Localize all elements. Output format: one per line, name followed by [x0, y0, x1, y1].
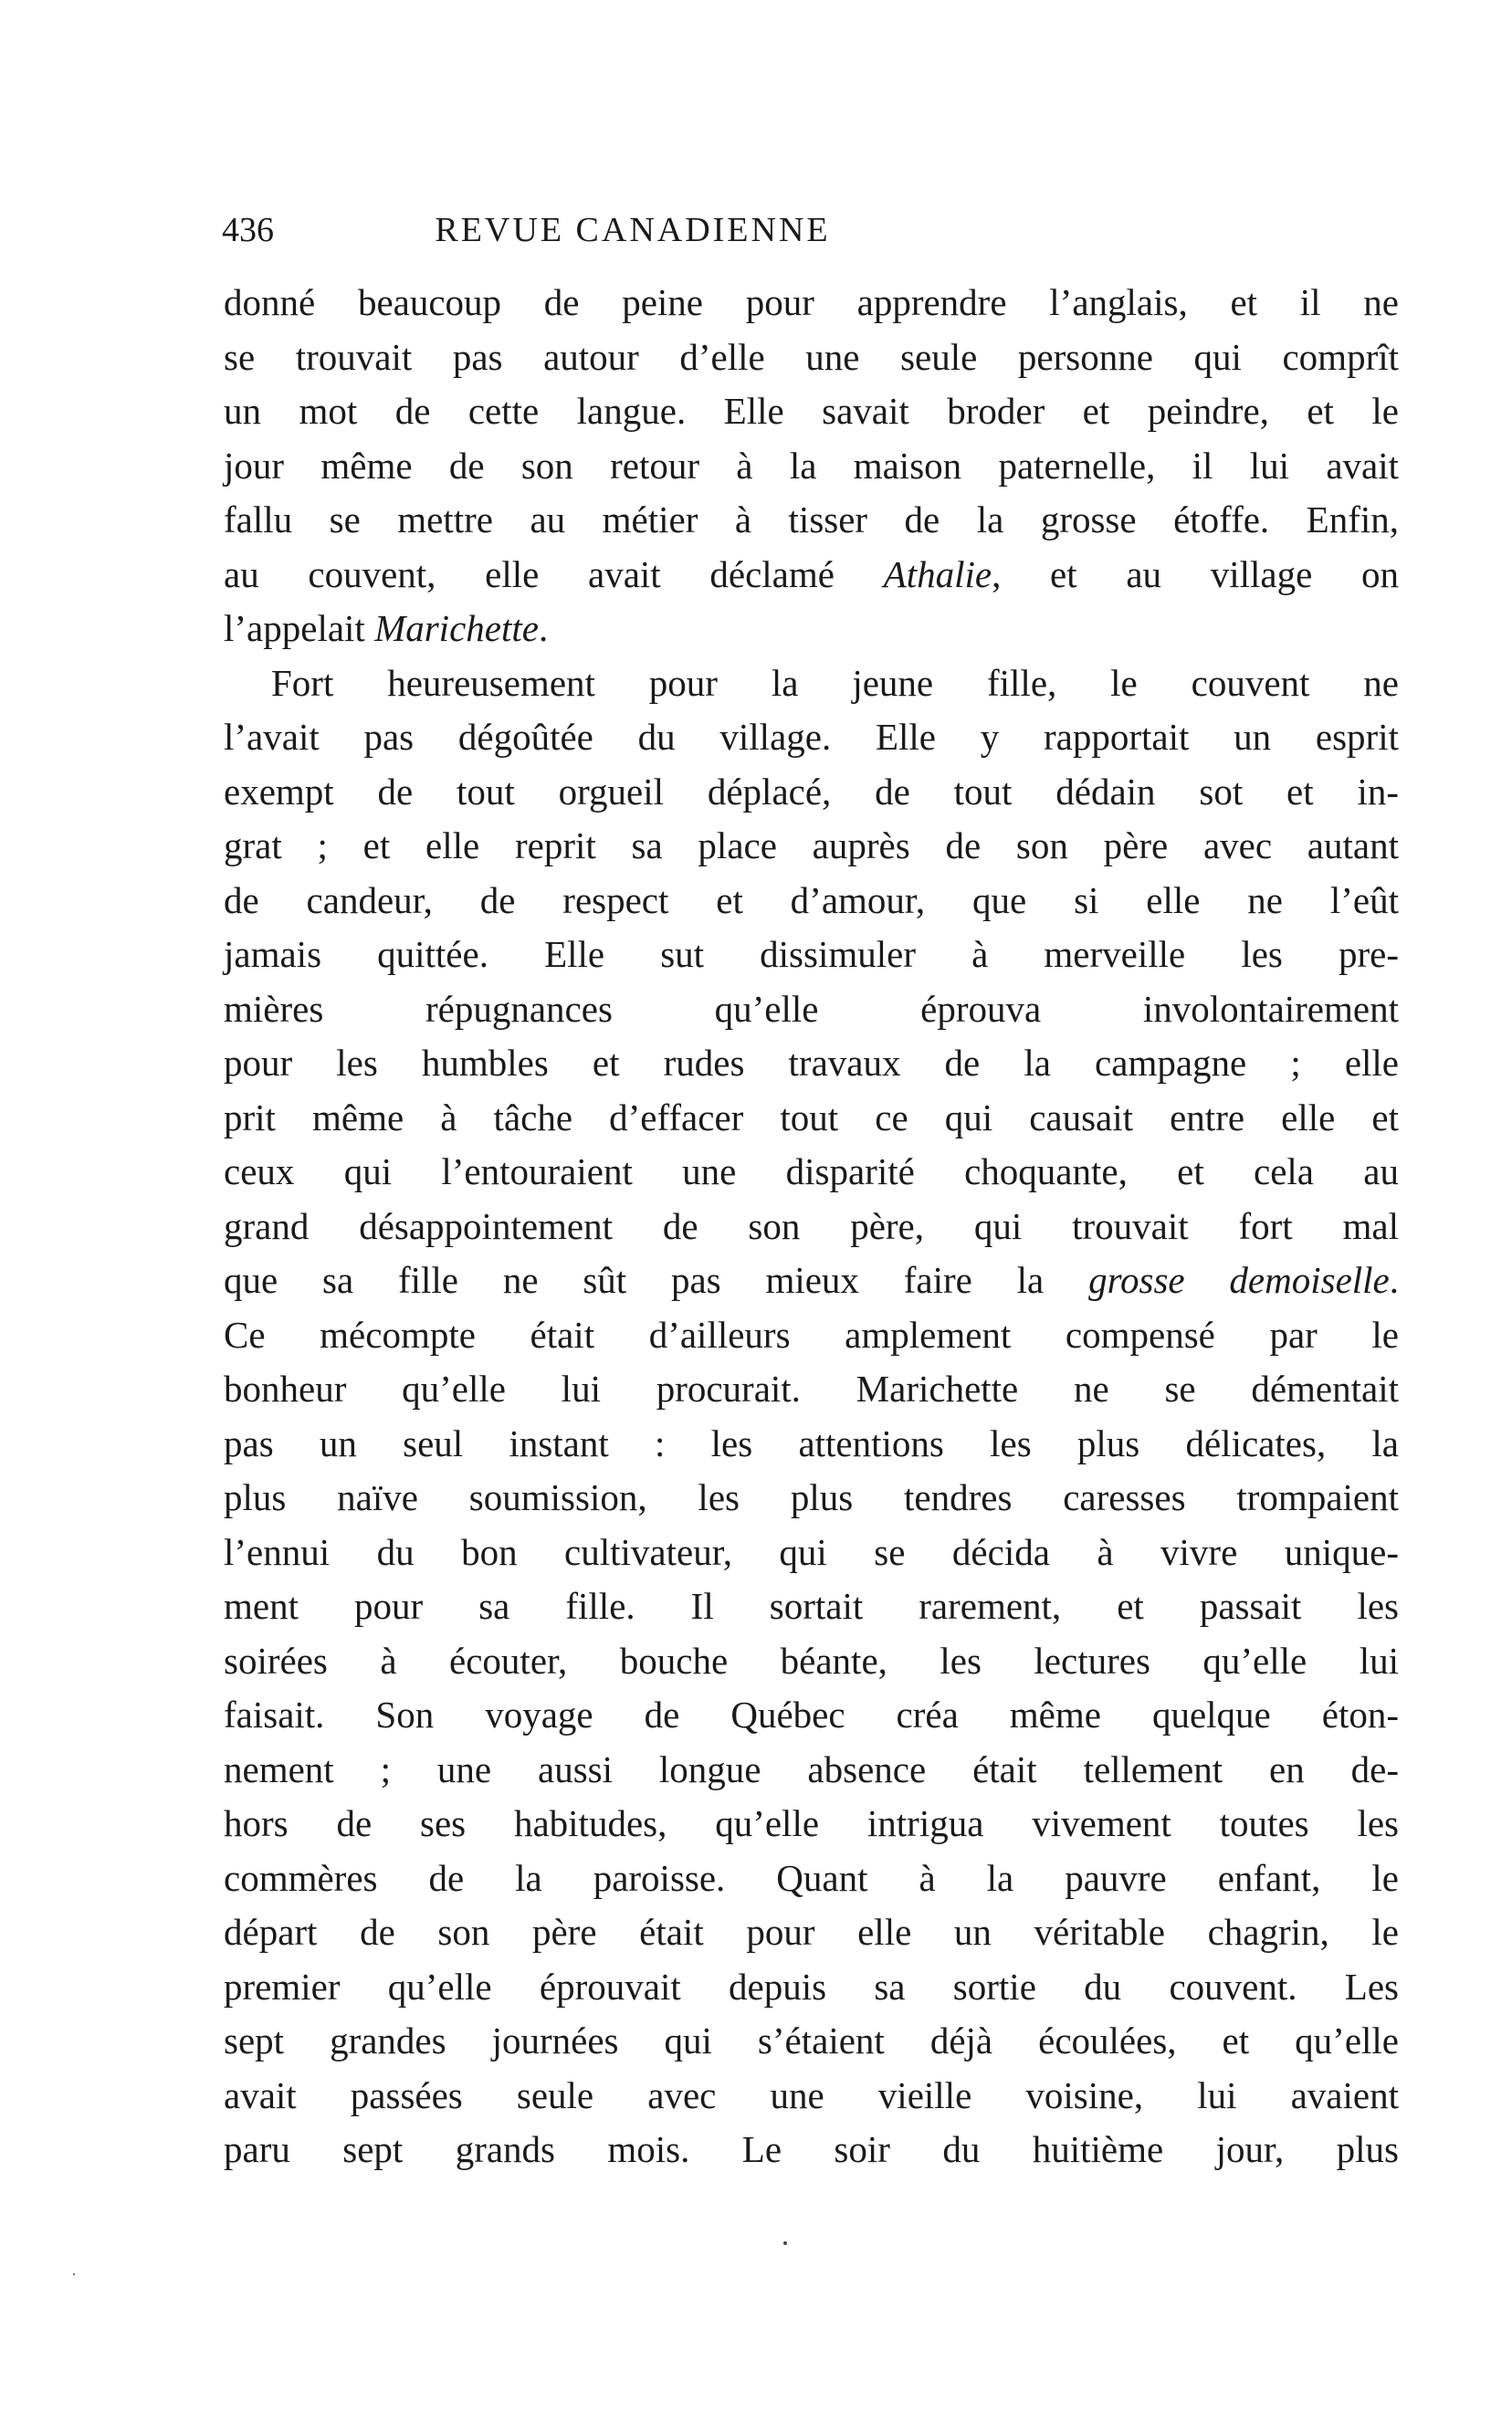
text-line: ceux qui l’entouraient une disparité choquante, et cela au [224, 1150, 1399, 1192]
text-line: grat ; et elle reprit sa place auprès de son père avec autant [224, 824, 1399, 866]
italic-name: Marichette [374, 607, 539, 649]
text-line: se trouvait pas autour d’elle une seule personne qui comprît [224, 335, 1399, 378]
paragraph-start-line: Fort heureusement pour la jeune fille, le couvent ne [271, 661, 1399, 704]
body-text [224, 276, 1399, 2177]
text-line: plus naïve soumission, les plus tendres caresses trompaient [224, 1476, 1399, 1518]
text-line: soirées à écouter, bouche béante, les lectures qu’elle lui [224, 1639, 1399, 1682]
page-header [222, 203, 1044, 257]
text-line: l’appelait Marichette. [224, 607, 549, 649]
text-line: hors de ses habitudes, qu’elle intrigua vivement toutes les [224, 1802, 1399, 1844]
text-line: premier qu’elle éprouvait depuis sa sortie du couvent. Les [224, 1965, 1399, 2008]
text-line: ment pour sa fille. Il sortait rarement, et passait les [224, 1585, 1399, 1627]
text-line: donné beaucoup de peine pour apprendre l’anglais, et il ne [224, 281, 1399, 323]
text-line: sept grandes journées qui s’étaient déjà écoulées, et qu’elle [224, 2020, 1399, 2062]
text-line: commères de la paroisse. Quant à la pauvre enfant, le [224, 1856, 1399, 1899]
text-line: un mot de cette langue. Elle savait broder et peindre, et le [224, 390, 1399, 432]
text-line: exempt de tout orgueil déplacé, de tout dédain sot et in- [224, 770, 1399, 813]
ink-speck [73, 2273, 75, 2275]
text-line: pas un seul instant : les attentions les plus délicates, la [224, 1422, 1399, 1464]
text-line: prit même à tâche d’effacer tout ce qui causait entre elle et [224, 1096, 1399, 1138]
text-line: l’ennui du bon cultivateur, qui se décida à vivre unique- [224, 1530, 1399, 1573]
running-title: REVUE CANADIENNE [435, 211, 831, 249]
text-line: l’avait pas dégoûtée du village. Elle y rapportait un esprit [224, 716, 1399, 758]
italic-title: Athalie [883, 552, 992, 595]
text-line: que sa fille ne sût pas mieux faire la grosse demoiselle. [224, 1259, 1399, 1301]
italic-phrase: grosse demoiselle [1088, 1259, 1390, 1301]
text-line: jour même de son retour à la maison paternelle, il lui avait [224, 444, 1399, 487]
text-line: au couvent, elle avait déclamé Athalie, et au village on [224, 552, 1399, 595]
text-line: grand désappointement de son père, qui trouvait fort mal [224, 1204, 1399, 1247]
text-line: jamais quittée. Elle sut dissimuler à merveille les pre- [224, 933, 1399, 975]
text-line: de candeur, de respect et d’amour, que si elle ne l’eût [224, 878, 1399, 921]
text-line: avait passées seule avec une vieille voisine, lui avaient [224, 2073, 1399, 2116]
text-line: mières répugnances qu’elle éprouva involontairement [224, 987, 1399, 1030]
text-line: Ce mécompte était d’ailleurs amplement compensé par le [224, 1313, 1399, 1356]
text-line: départ de son père était pour elle un véritable chagrin, le [224, 1911, 1399, 1953]
text-line: pour les humbles et rudes travaux de la campagne ; elle [224, 1042, 1399, 1084]
text-line: fallu se mettre au métier à tisser de la grosse étoffe. Enfin, [224, 498, 1399, 540]
text-line: bonheur qu’elle lui procurait. Marichette ne se démentait [224, 1368, 1399, 1410]
text-line: paru sept grands mois. Le soir du huitième jour, plus [224, 2128, 1399, 2170]
page-number: 436 [222, 211, 274, 249]
ink-speck [783, 2241, 787, 2245]
text-line: nement ; une aussi longue absence était tellement en de- [224, 1747, 1399, 1790]
text-line: faisait. Son voyage de Québec créa même quelque éton- [224, 1694, 1399, 1736]
